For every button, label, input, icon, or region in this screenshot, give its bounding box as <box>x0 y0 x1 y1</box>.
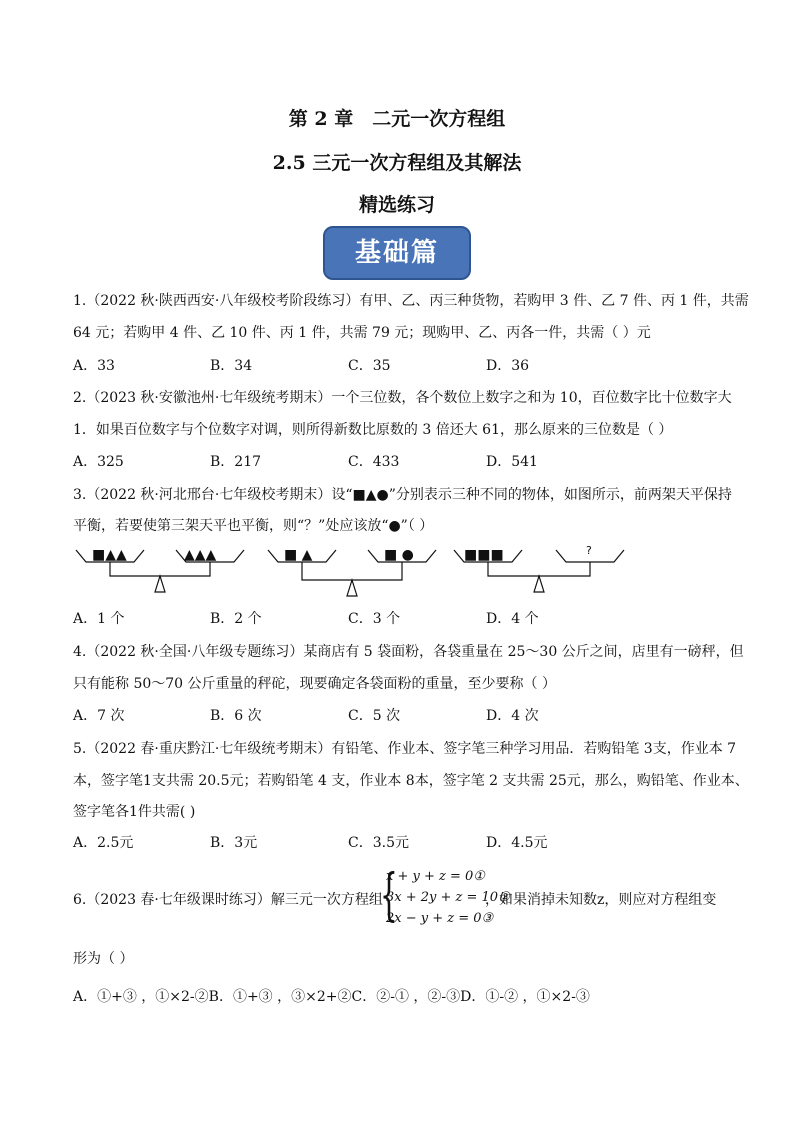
q3-option-c: C．3 个 <box>348 611 401 627</box>
q2-option-a: A．325 <box>73 454 124 470</box>
q5-line-1: 5.（2022 春·重庆黔江·七年级统考期末）有铅笔、作业本、签字笔三种学习用品．若购铅笔 3支，作业本 7 <box>73 741 737 757</box>
q2-line-2: 1．如果百位数字与个位数字对调，则所得新数比原数的 3 倍还大 61，那么原来的三位数是（ ） <box>73 422 673 438</box>
scale-3-right-items: ? <box>586 544 592 557</box>
scale-1-beam <box>110 562 210 576</box>
q3-option-d: D．4 个 <box>486 611 539 627</box>
section-title: 2.5 三元一次方程组及其解法 <box>272 152 522 174</box>
left-brace-icon: { <box>380 863 398 928</box>
q5-line-3: 签字笔各1件共需( ) <box>73 804 196 820</box>
q4-option-d: D．4 次 <box>486 708 539 724</box>
q2-line-1: 2.（2023 秋·安徽池州·七年级统考期末）一个三位数，各个数位上数字之和为 10，百位数字比十位数字大 <box>73 390 732 406</box>
q2-option-b: B．217 <box>210 454 262 470</box>
chapter-title: 第 2 章 二元一次方程组 <box>288 108 506 130</box>
q5-line-2: 本，签字笔1支共需 20.5元；若购铅笔 4 支，作业本 8本，签字笔 2 支共需 25元，那么，购铅笔、作业本、 <box>73 773 749 789</box>
q6-tail: ，如果消掉未知数z，则应对方程组变 <box>485 892 717 908</box>
q3-line-2: 平衡，若要使第三架天平也平衡，则“？”处应该放“●”（ ） <box>73 518 434 534</box>
q1-line-1: 1.（2022 秋·陕西西安·八年级校考阶段练习）有甲、乙、丙三种货物，若购甲 3 件、乙 7 件、丙 1 件，共需 <box>73 293 749 309</box>
q6-lead: 6.（2023 春·七年级课时练习）解三元一次方程组 <box>73 892 383 908</box>
q6-line-2: 形为（ ） <box>73 951 134 967</box>
q3-option-a: A．1 个 <box>73 611 125 627</box>
equation-1: x + y + z = 0① <box>386 869 485 884</box>
q2-option-d: D．541 <box>486 454 538 470</box>
scale-2-fulcrum <box>347 580 357 596</box>
q4-option-c: C．5 次 <box>348 708 401 724</box>
q3-option-b: B．2 个 <box>210 611 262 627</box>
q4-option-b: B．6 次 <box>210 708 262 724</box>
scale-3-fulcrum <box>534 576 544 592</box>
scale-3-beam <box>488 562 590 576</box>
q4-option-a: A．7 次 <box>73 708 125 724</box>
q5-option-a: A．2.5元 <box>73 835 134 851</box>
equation-2: 3x + 2y + z = 10② <box>386 890 510 905</box>
q1-option-b: B．34 <box>210 358 253 374</box>
q5-option-d: D．4.5元 <box>486 835 548 851</box>
level-badge: 基础篇 <box>323 226 471 280</box>
q1-option-a: A．33 <box>73 358 115 374</box>
q1-option-d: D．36 <box>486 358 530 374</box>
q4-line-1: 4.（2022 秋·全国·八年级专题练习）某商店有 5 袋面粉，各袋重量在 25～30 公斤之间，店里有一磅秤，但 <box>73 644 744 660</box>
page-subtitle: 精选练习 <box>358 194 435 216</box>
scale-2-left-items: ■ ▲ <box>284 547 313 563</box>
q2-option-c: C．433 <box>348 454 400 470</box>
q1-line-2: 64 元；若购甲 4 件、乙 10 件、丙 1 件，共需 79 元；现购甲、乙、丙各一件，共需（ ）元 <box>73 325 651 341</box>
scale-2-right-items: ■ ● <box>384 547 414 563</box>
q6-options: A．①+③ ，①×2-②B．①+③ ，③×2+②C．②-① ，②-③D．①-② ，①×2-③ <box>73 989 590 1005</box>
q5-option-b: B．3元 <box>210 835 258 851</box>
scale-1-right-items: ▲▲▲ <box>184 547 217 563</box>
scale-3-left-items: ■■■ <box>464 547 504 563</box>
q5-option-c: C．3.5元 <box>348 835 409 851</box>
equation-3: 2x − y + z = 0③ <box>386 911 494 926</box>
equation-system <box>380 863 510 928</box>
q1-option-c: C．35 <box>348 358 391 374</box>
scale-1-left-items: ■▲▲ <box>92 547 127 563</box>
q4-line-2: 只有能称 50～70 公斤重量的秤砣，现要确定各袋面粉的重量，至少要称（ ） <box>73 676 556 692</box>
balance-scales-figure <box>72 540 632 602</box>
scale-1-fulcrum <box>155 576 165 592</box>
q3-line-1: 3.（2022 秋·河北邢台·七年级校考期末）设“■▲●”分别表示三种不同的物体，如图所示，前两架天平保持 <box>73 487 732 503</box>
scale-2-beam <box>302 562 402 580</box>
